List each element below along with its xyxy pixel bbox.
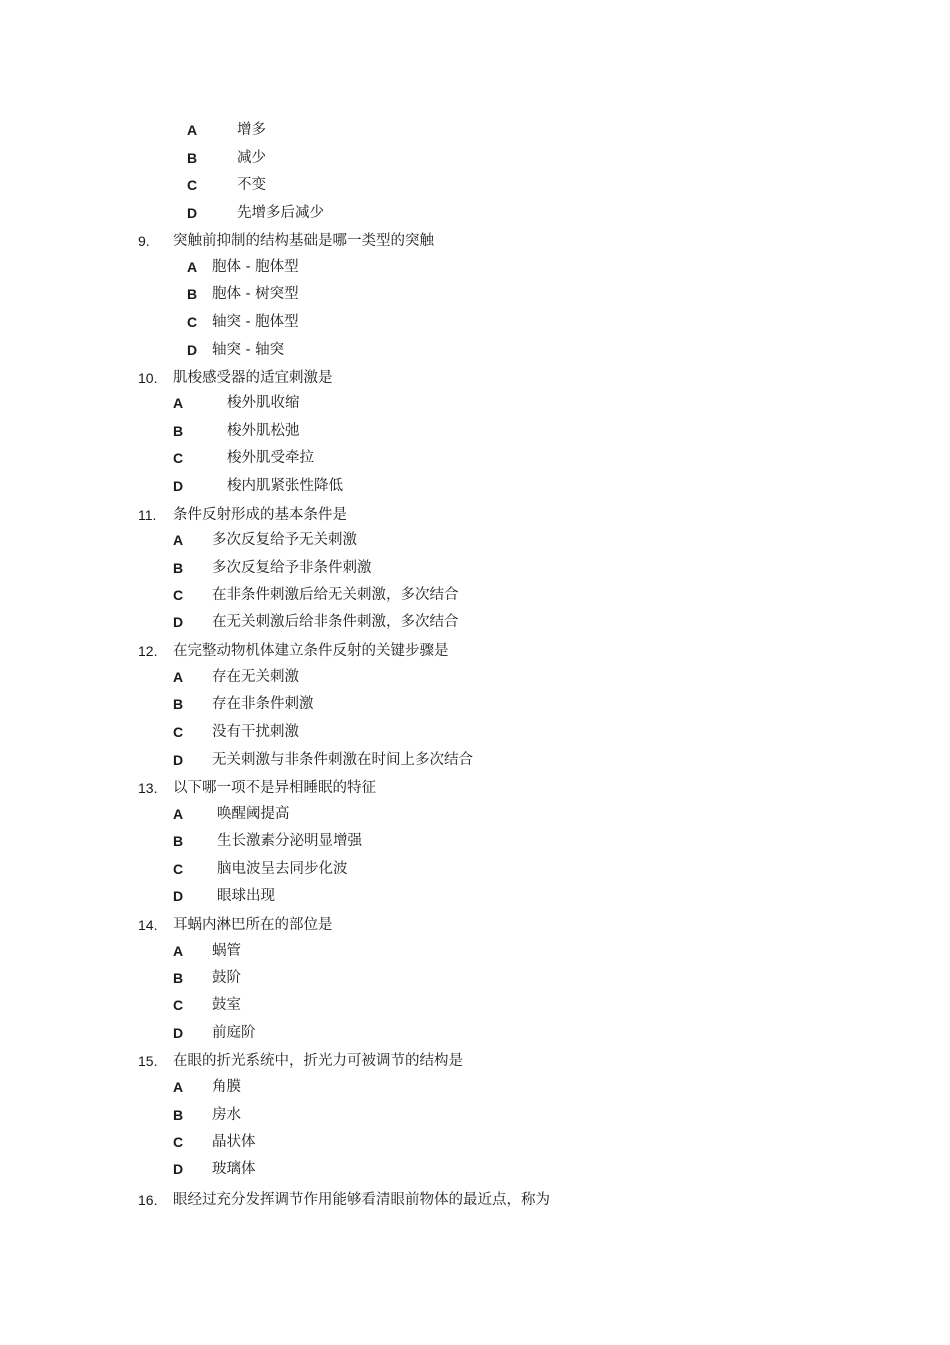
option-text: 无关刺激与非条件刺激在时间上多次结合 xyxy=(212,752,473,768)
option-letter: A xyxy=(173,395,184,411)
option-letter: A xyxy=(173,806,184,822)
option-text: 胞体 - 树突型 xyxy=(212,286,299,302)
question-number: 14. xyxy=(138,917,158,933)
option-letter: B xyxy=(187,150,198,166)
option-letter: A xyxy=(173,532,184,548)
option-letter: B xyxy=(173,423,184,439)
option-text: 梭内肌紧张性降低 xyxy=(227,478,343,494)
option-text: 晶状体 xyxy=(212,1134,256,1150)
option-text: 唤醒阈提高 xyxy=(217,806,290,822)
option-text: 脑电波呈去同步化波 xyxy=(217,861,348,877)
option-text: 前庭阶 xyxy=(212,1025,256,1041)
option-letter: C xyxy=(173,997,184,1013)
option-letter: A xyxy=(187,122,198,138)
option-text: 在无关刺激后给非条件刺激，多次结合 xyxy=(212,614,459,630)
option-text: 梭外肌收缩 xyxy=(227,395,300,411)
option-letter: B xyxy=(187,286,198,302)
option-text: 梭外肌受牵拉 xyxy=(227,450,314,466)
option-text: 玻璃体 xyxy=(212,1161,256,1177)
option-text: 梭外肌松弛 xyxy=(227,423,300,439)
option-letter: D xyxy=(187,205,198,221)
option-letter: D xyxy=(173,1025,184,1041)
option-text: 多次反复给予无关刺激 xyxy=(212,532,357,548)
option-text: 胞体 - 胞体型 xyxy=(212,259,299,275)
question-number: 10. xyxy=(138,370,158,386)
question-number: 9. xyxy=(138,233,150,249)
option-letter: D xyxy=(173,752,184,768)
option-letter: B xyxy=(173,696,184,712)
option-letter: C xyxy=(187,177,198,193)
option-letter: B xyxy=(173,560,184,576)
option-text: 生长激素分泌明显增强 xyxy=(217,833,362,849)
option-text: 房水 xyxy=(212,1107,241,1123)
option-letter: D xyxy=(173,888,184,904)
option-text: 不变 xyxy=(237,177,266,193)
option-letter: C xyxy=(187,314,198,330)
option-letter: C xyxy=(173,1134,184,1150)
option-text: 存在无关刺激 xyxy=(212,669,299,685)
question-text: 在眼的折光系统中，折光力可被调节的结构是 xyxy=(173,1053,463,1069)
question-text: 条件反射形成的基本条件是 xyxy=(173,507,347,523)
option-letter: D xyxy=(173,478,184,494)
option-letter: D xyxy=(173,1161,184,1177)
option-letter: C xyxy=(173,450,184,466)
option-text: 存在非条件刺激 xyxy=(212,696,314,712)
option-text: 没有干扰刺激 xyxy=(212,724,299,740)
option-text: 角膜 xyxy=(212,1079,241,1095)
option-letter: B xyxy=(173,970,184,986)
option-letter: B xyxy=(173,833,184,849)
option-letter: C xyxy=(173,587,184,603)
option-text: 轴突 - 胞体型 xyxy=(212,314,299,330)
option-text: 增多 xyxy=(237,122,266,138)
question-number: 11. xyxy=(138,507,157,523)
question-text: 眼经过充分发挥调节作用能够看清眼前物体的最近点，称为 xyxy=(173,1192,550,1208)
option-text: 在非条件刺激后给无关刺激，多次结合 xyxy=(212,587,459,603)
option-text: 蜗管 xyxy=(212,943,241,959)
question-number: 12. xyxy=(138,643,158,659)
question-text: 突触前抑制的结构基础是哪一类型的突触 xyxy=(173,233,434,249)
option-letter: B xyxy=(173,1107,184,1123)
option-letter: C xyxy=(173,861,184,877)
option-letter: D xyxy=(187,342,198,358)
question-number: 13. xyxy=(138,780,158,796)
option-text: 减少 xyxy=(237,150,266,166)
option-text: 鼓阶 xyxy=(212,970,241,986)
option-letter: A xyxy=(173,1079,184,1095)
option-text: 眼球出现 xyxy=(217,888,275,904)
option-letter: A xyxy=(173,669,184,685)
question-number: 15. xyxy=(138,1053,158,1069)
option-letter: C xyxy=(173,724,184,740)
option-text: 多次反复给予非条件刺激 xyxy=(212,560,372,576)
question-text: 肌梭感受器的适宜刺激是 xyxy=(173,370,333,386)
option-letter: A xyxy=(173,943,184,959)
option-text: 先增多后减少 xyxy=(237,205,324,221)
question-text: 耳蜗内淋巴所在的部位是 xyxy=(173,917,333,933)
option-text: 鼓室 xyxy=(212,997,241,1013)
option-letter: D xyxy=(173,614,184,630)
option-text: 轴突 - 轴突 xyxy=(212,342,285,358)
option-letter: A xyxy=(187,259,198,275)
question-number: 16. xyxy=(138,1192,158,1208)
question-text: 在完整动物机体建立条件反射的关键步骤是 xyxy=(173,643,449,659)
question-text: 以下哪一项不是异相睡眠的特征 xyxy=(173,780,376,796)
